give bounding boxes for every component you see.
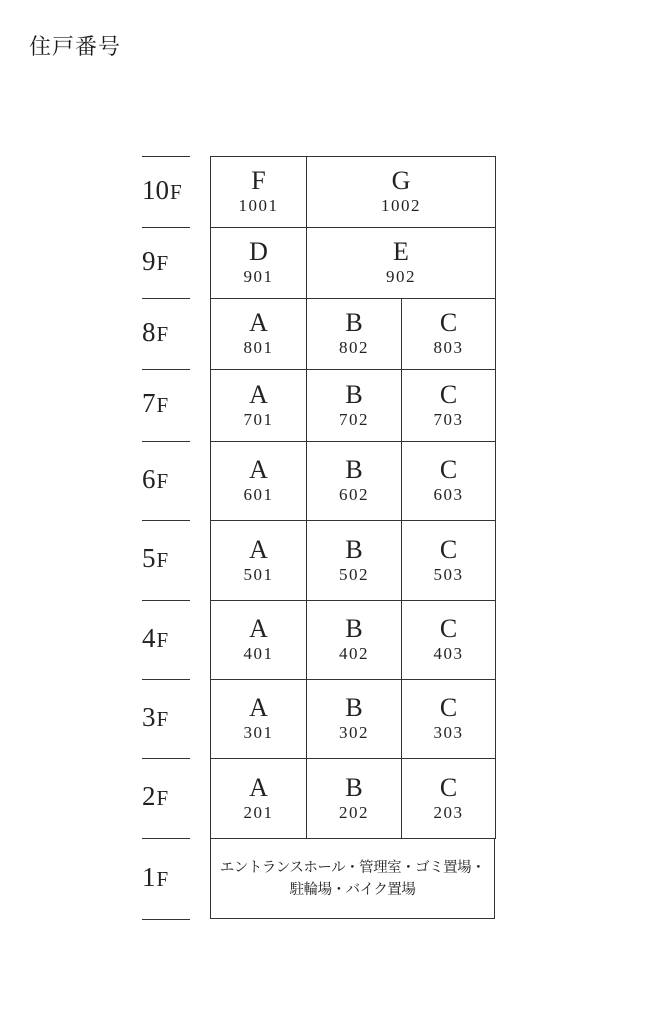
- unit-type-letter: C: [439, 614, 458, 643]
- unit-room-number: 701: [243, 409, 274, 429]
- unit-room-number: 802: [339, 338, 369, 357]
- floor-divider: [142, 369, 190, 370]
- unit-type-letter: B: [345, 534, 363, 564]
- unit-cell: [401, 679, 496, 759]
- unit-type-letter: A: [249, 379, 268, 409]
- unit-type-letter: C: [439, 772, 458, 802]
- unit-type-letter: E: [393, 237, 409, 266]
- floor-label: [142, 702, 190, 733]
- unit-cell: [306, 298, 402, 370]
- unit-type-letter: F: [251, 166, 266, 195]
- floor-label: [142, 862, 190, 893]
- unit-room-number: 501: [243, 564, 274, 584]
- floor-suffix: F: [156, 393, 169, 417]
- unit-type-letter: C: [439, 379, 458, 409]
- unit-room-number: 402: [339, 644, 369, 663]
- unit-room-number: 601: [243, 485, 274, 504]
- floor-number: 6: [142, 463, 156, 494]
- floor-suffix: F: [156, 468, 169, 493]
- floor-divider: [142, 156, 190, 157]
- unit-type-letter: B: [345, 308, 363, 337]
- unit-type-letter: B: [345, 772, 363, 802]
- unit-type-letter: A: [249, 534, 268, 564]
- ground-floor-common-area: [210, 838, 495, 919]
- floor-suffix: F: [156, 250, 169, 275]
- unit-cell: [210, 227, 307, 299]
- floor-number: 7: [142, 388, 156, 418]
- unit-type-letter: B: [345, 693, 363, 722]
- common-area-line-2: 駐輪場・バイク置場: [289, 881, 416, 898]
- floor-number: 4: [142, 622, 156, 653]
- unit-cell: [306, 679, 402, 759]
- floor-number: 9: [142, 245, 156, 276]
- unit-type-letter: B: [345, 455, 363, 484]
- unit-type-letter: A: [249, 772, 268, 802]
- floor-suffix: F: [156, 548, 169, 572]
- floor-number: 1: [142, 861, 156, 892]
- unit-type-letter: A: [249, 308, 268, 337]
- floor-divider: [142, 441, 190, 442]
- unit-room-number: 301: [243, 723, 274, 742]
- unit-cell: [306, 758, 402, 839]
- floor-number: 10: [142, 174, 169, 205]
- floor-label: [142, 317, 190, 348]
- floor-label: [142, 781, 190, 812]
- floor-divider: [142, 838, 190, 839]
- unit-room-number: 403: [433, 644, 464, 663]
- unit-room-number: 203: [433, 802, 464, 822]
- unit-room-number: 302: [339, 723, 369, 742]
- floor-suffix: F: [156, 321, 169, 346]
- unit-type-letter: C: [439, 693, 458, 722]
- unit-room-number: 703: [433, 409, 464, 429]
- unit-type-letter: C: [439, 455, 458, 484]
- floor-divider: [142, 298, 190, 299]
- unit-cell: [306, 227, 496, 299]
- unit-room-number: 401: [243, 644, 274, 663]
- unit-type-letter: A: [249, 614, 268, 643]
- unit-room-number: 503: [433, 564, 464, 584]
- floor-number: 2: [142, 781, 156, 811]
- unit-type-letter: A: [249, 693, 268, 722]
- unit-cell: [210, 520, 307, 601]
- floor-divider: [142, 919, 190, 920]
- page-title: 住戸番号: [29, 35, 122, 60]
- floor-divider: [142, 520, 190, 521]
- floor-suffix: F: [170, 179, 182, 204]
- unit-room-number: 602: [339, 485, 369, 504]
- common-area-line-1: エントランスホール・管理室・ゴミ置場・: [219, 859, 486, 876]
- unit-cell: [210, 441, 307, 521]
- unit-type-letter: A: [249, 455, 268, 484]
- unit-type-letter: B: [345, 379, 363, 409]
- unit-room-number: 1002: [381, 196, 421, 215]
- unit-cell: [401, 758, 496, 839]
- unit-cell: [210, 758, 307, 839]
- floor-suffix: F: [156, 786, 169, 810]
- unit-room-number: 303: [433, 723, 464, 742]
- floor-divider: [142, 758, 190, 759]
- floor-number: 5: [142, 543, 156, 573]
- unit-room-number: 801: [243, 338, 274, 357]
- unit-cell: [306, 600, 402, 680]
- unit-type-letter: D: [249, 237, 268, 266]
- unit-type-letter: B: [345, 614, 363, 643]
- floor-number: 8: [142, 316, 156, 347]
- unit-cell: [210, 156, 307, 228]
- floor-divider: [142, 679, 190, 680]
- unit-cell: [306, 156, 496, 228]
- unit-room-number: 702: [339, 409, 369, 429]
- unit-room-number: 201: [243, 802, 274, 822]
- floor-suffix: F: [156, 866, 169, 891]
- unit-room-number: 901: [243, 267, 274, 286]
- floor-label: [142, 623, 190, 654]
- unit-cell: [401, 600, 496, 680]
- floor-suffix: F: [156, 706, 169, 731]
- floor-label: [142, 464, 190, 495]
- unit-cell: [210, 600, 307, 680]
- floor-divider: [142, 227, 190, 228]
- unit-cell: [306, 441, 402, 521]
- floor-number: 3: [142, 701, 156, 732]
- unit-type-letter: C: [439, 308, 458, 337]
- unit-room-number: 803: [433, 338, 464, 357]
- floor-label: [142, 543, 190, 574]
- unit-cell: [210, 679, 307, 759]
- floor-label: [142, 388, 190, 419]
- unit-room-number: 1001: [238, 196, 279, 215]
- floor-label: [142, 175, 190, 206]
- unit-room-number: 502: [339, 564, 369, 584]
- unit-room-number: 202: [339, 802, 369, 822]
- unit-cell: [401, 369, 496, 442]
- unit-type-letter: G: [391, 166, 411, 195]
- unit-room-number: 603: [433, 485, 464, 504]
- unit-cell: [401, 520, 496, 601]
- unit-cell: [210, 369, 307, 442]
- unit-cell: [306, 520, 402, 601]
- floor-suffix: F: [156, 627, 169, 652]
- unit-cell: [401, 441, 496, 521]
- unit-room-number: 902: [386, 267, 416, 286]
- floor-label: [142, 246, 190, 277]
- unit-cell: [210, 298, 307, 370]
- unit-cell: [306, 369, 402, 442]
- unit-type-letter: C: [439, 534, 458, 564]
- unit-cell: [401, 298, 496, 370]
- floor-divider: [142, 600, 190, 601]
